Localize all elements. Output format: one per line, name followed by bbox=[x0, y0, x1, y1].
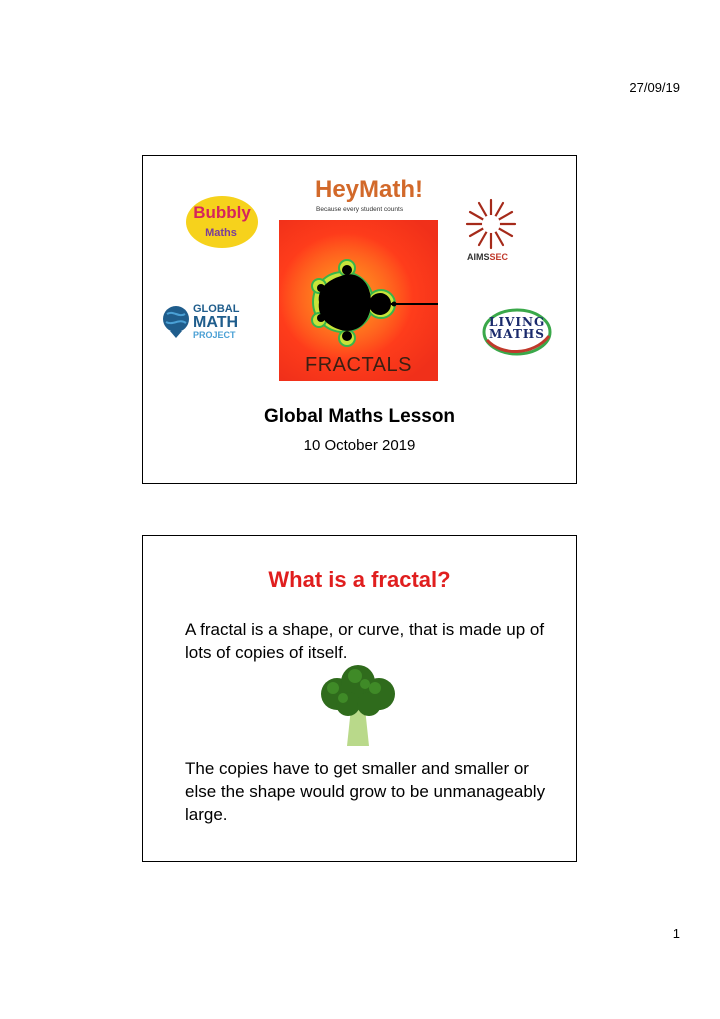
svg-text:Maths: Maths bbox=[205, 227, 237, 239]
bubbly-maths-logo bbox=[185, 194, 259, 250]
heymath-logo-title: HeyMath! bbox=[315, 176, 424, 203]
slide2-title: What is a fractal? bbox=[268, 567, 451, 592]
broccoli-icon bbox=[313, 664, 403, 748]
global-math-project-logo bbox=[161, 302, 251, 342]
living-maths-logo bbox=[481, 306, 553, 358]
slide2-paragraph2: The copies have to get smaller and smaller or else the shape would grow to be unmanageably large. bbox=[185, 759, 546, 824]
fractal-label: FRACTALS bbox=[305, 354, 412, 376]
gmp-line3: PROJECT bbox=[193, 330, 236, 340]
heymath-logo-tagline: Because every student counts bbox=[316, 206, 404, 213]
slide-what-is-fractal bbox=[142, 535, 577, 862]
gmp-line2: MATH bbox=[193, 314, 239, 331]
slide-title-card bbox=[142, 155, 577, 484]
page-number: 1 bbox=[672, 926, 680, 941]
slide1-title: Global Maths Lesson bbox=[263, 406, 456, 427]
aimssec-logo-suffix: SEC bbox=[489, 252, 509, 262]
mandelbrot-image bbox=[279, 220, 438, 381]
gmp-line1: GLOBAL bbox=[193, 303, 240, 315]
living-maths-line2: MATHS bbox=[489, 327, 545, 341]
living-maths-line1: LIVING bbox=[489, 315, 546, 329]
header-date: 27/09/19 bbox=[629, 80, 680, 95]
svg-text:Bubbly: Bubbly bbox=[193, 203, 251, 222]
heymath-logo bbox=[315, 176, 424, 214]
slide1-date: 10 October 2019 bbox=[303, 437, 416, 454]
globe-icon bbox=[161, 304, 191, 340]
aimssec-logo-prefix: AIMS bbox=[467, 252, 490, 262]
slide2-paragraph1: A fractal is a shape, or curve, that is made up of lots of copies of itself. bbox=[185, 620, 545, 662]
aimssec-logo bbox=[461, 196, 521, 264]
aimssec-logo-label bbox=[467, 252, 508, 262]
